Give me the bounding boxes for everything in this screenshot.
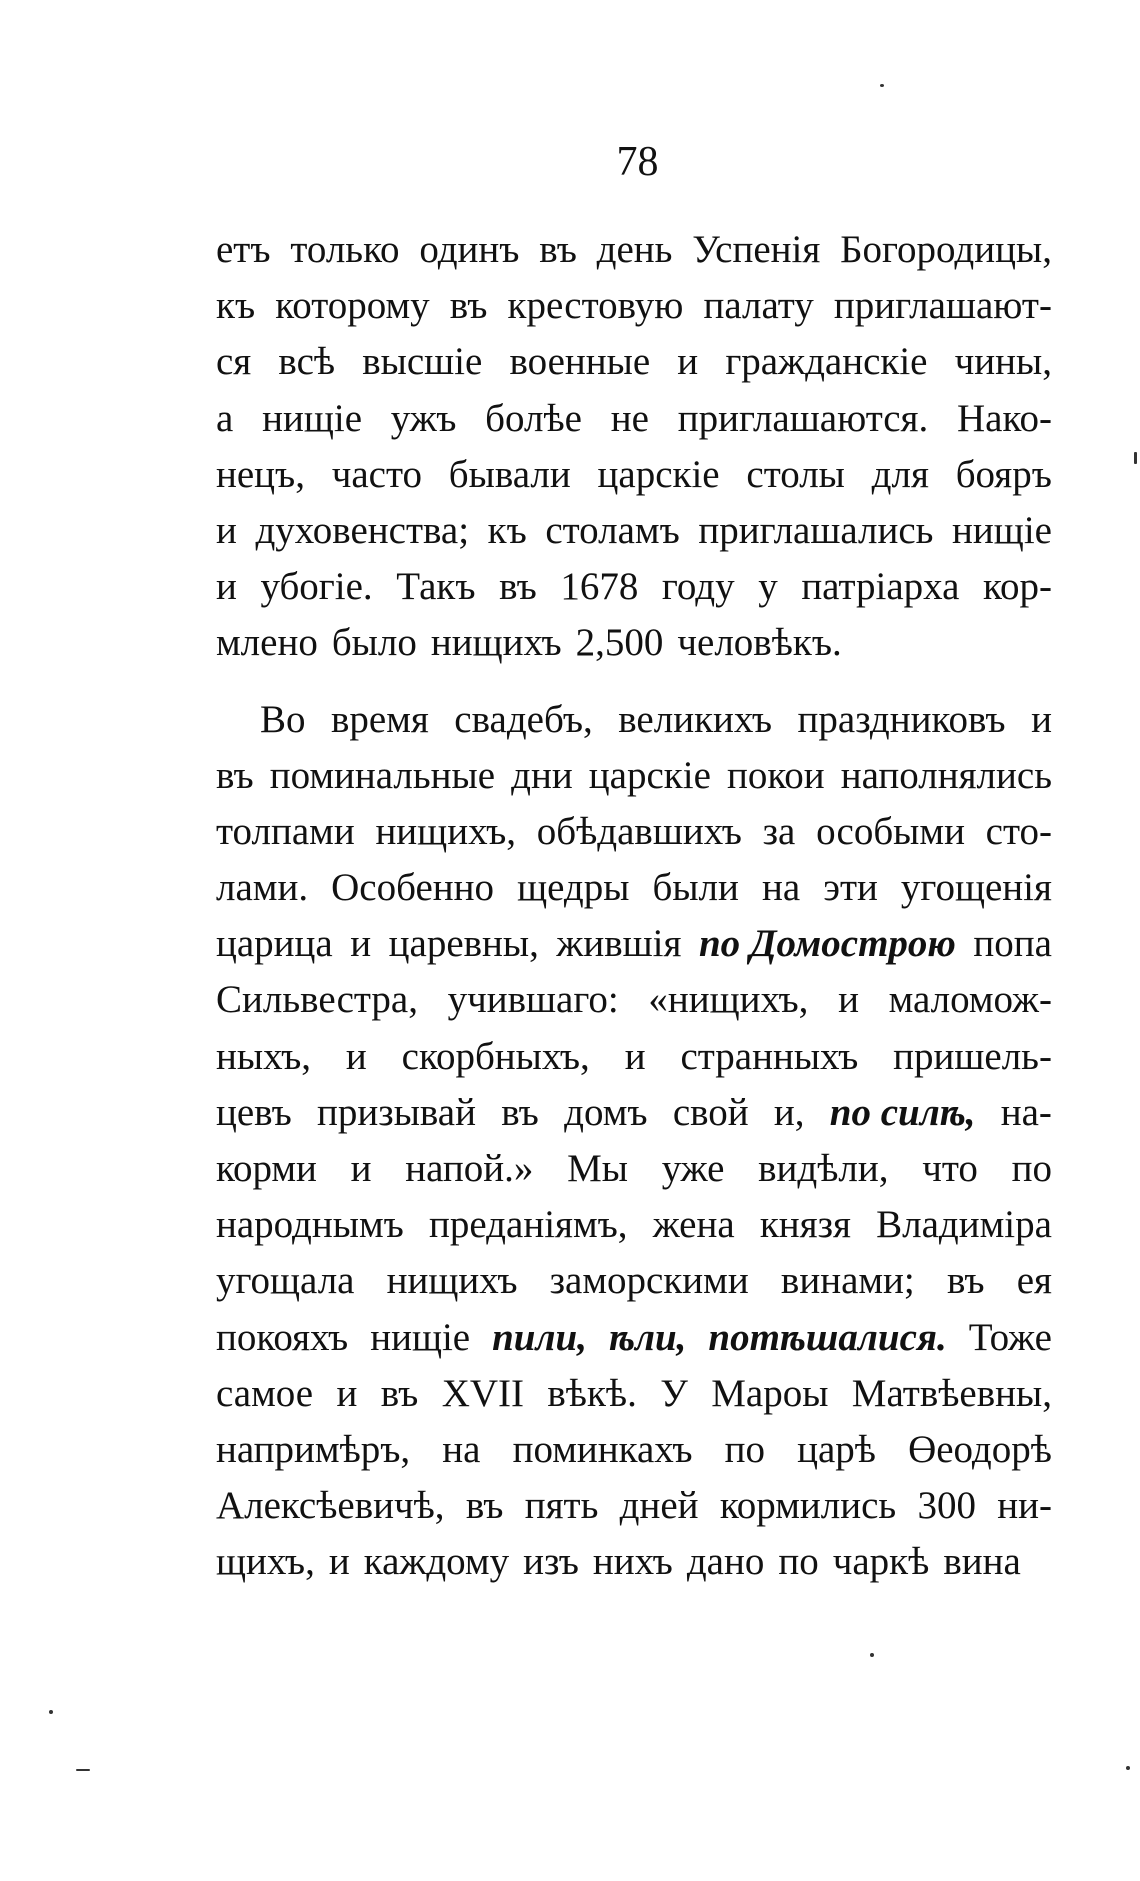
- word: вѣкѣ.: [547, 1371, 637, 1415]
- word: призывай: [317, 1090, 476, 1134]
- word: свой: [672, 1090, 749, 1134]
- text-line: [216, 860, 1052, 916]
- word: царѣ: [797, 1427, 876, 1471]
- word: и: [216, 508, 237, 552]
- word: за: [762, 809, 796, 853]
- word: дней: [619, 1484, 699, 1528]
- word: чины,: [954, 340, 1052, 384]
- word: нищіе: [370, 1315, 471, 1359]
- word: лами.: [216, 866, 309, 910]
- word: видѣли,: [758, 1147, 889, 1190]
- word: и: [350, 1147, 372, 1190]
- word: ея: [1016, 1259, 1052, 1303]
- text-line: [216, 1534, 1052, 1590]
- word: были: [652, 866, 739, 910]
- word: на: [761, 866, 801, 910]
- word: 2,500: [575, 621, 664, 665]
- word: Богородицы,: [840, 228, 1052, 271]
- body-text: [216, 222, 1052, 1591]
- page-number: 78: [616, 139, 659, 185]
- text-line: [216, 447, 1052, 503]
- word: на-: [1000, 1090, 1052, 1134]
- word: кормились: [719, 1484, 897, 1528]
- word: патріарха: [801, 565, 960, 609]
- word: поминальные: [269, 753, 496, 797]
- word: и: [677, 340, 699, 384]
- word: особыми: [816, 809, 965, 853]
- paper-speck: [870, 1653, 874, 1657]
- word: Матвѣевны,: [851, 1371, 1052, 1415]
- word: ужъ: [390, 396, 457, 440]
- word: домъ: [564, 1090, 648, 1134]
- word: дано: [686, 1540, 765, 1584]
- word: что: [922, 1147, 978, 1190]
- word: Во: [260, 697, 306, 741]
- word: самое: [216, 1371, 314, 1415]
- word: ныхъ,: [216, 1034, 312, 1078]
- word: всѣ: [278, 340, 336, 384]
- text-line: [216, 1197, 1052, 1253]
- word: пять: [524, 1484, 599, 1528]
- word: Мароы: [711, 1371, 829, 1415]
- word: въ: [465, 1484, 504, 1528]
- paper-speck: [76, 1769, 90, 1771]
- word: въ: [449, 284, 488, 328]
- italic-word: ѣли,: [608, 1315, 687, 1359]
- paper-speck: [49, 1710, 53, 1714]
- word: день: [596, 228, 673, 271]
- word: учившаго:: [447, 978, 619, 1022]
- word: попа: [973, 922, 1052, 966]
- word: корми: [216, 1147, 317, 1190]
- word: великихъ: [618, 697, 773, 741]
- word: столамъ: [545, 508, 680, 552]
- word: вина: [943, 1540, 1021, 1584]
- word: етъ: [216, 228, 271, 271]
- word: и: [624, 1034, 646, 1078]
- word: въ: [539, 228, 577, 271]
- word: обѣдавшихъ: [536, 809, 742, 853]
- word: «нищихъ,: [648, 978, 809, 1022]
- word: высшіе: [362, 340, 483, 384]
- word: щихъ,: [216, 1540, 315, 1584]
- paper-speck: [1126, 1766, 1130, 1770]
- word: праздниковъ: [797, 697, 1006, 741]
- word: угощала: [216, 1259, 355, 1303]
- word: Алексѣевичѣ,: [216, 1484, 445, 1528]
- word: въ: [216, 753, 254, 797]
- word: духовенства;: [255, 508, 470, 552]
- word: въ: [946, 1259, 985, 1303]
- word: млено: [216, 621, 318, 665]
- word: нищіе: [262, 396, 363, 440]
- word: поминкахъ: [512, 1427, 693, 1471]
- word: толпами: [216, 809, 355, 853]
- paragraph-gap: [216, 672, 1052, 692]
- word: время: [330, 697, 429, 741]
- word: XVII: [441, 1371, 524, 1415]
- word: щедры: [517, 866, 630, 910]
- word: у: [758, 565, 778, 609]
- word: приглашают-: [833, 284, 1052, 328]
- text-line: [216, 615, 1052, 671]
- word: для: [871, 452, 929, 496]
- word: и: [1031, 697, 1052, 741]
- word: и,: [773, 1090, 805, 1134]
- word: Өеодорѣ: [908, 1427, 1052, 1471]
- word: свадебъ,: [454, 697, 593, 741]
- word: въ: [380, 1371, 419, 1415]
- word: нищихъ: [430, 621, 562, 665]
- word: Особенно: [331, 866, 494, 910]
- word: къ: [216, 284, 256, 328]
- word: напой.»: [405, 1147, 534, 1190]
- word: заморскими: [549, 1259, 749, 1303]
- word: маломож-: [888, 978, 1052, 1022]
- word: Успенія: [692, 228, 821, 271]
- text-line: [216, 1366, 1052, 1422]
- word: нихъ: [592, 1540, 673, 1584]
- word: изъ: [523, 1540, 579, 1584]
- word: царевны,: [388, 922, 539, 966]
- word: по: [724, 1427, 765, 1471]
- text-line: [216, 1422, 1052, 1478]
- word: приглашались: [698, 508, 934, 552]
- word: 300: [917, 1484, 976, 1528]
- word: покояхъ: [216, 1315, 349, 1359]
- word: Владиміра: [876, 1203, 1052, 1247]
- word: У: [660, 1371, 688, 1415]
- word: гражданскіе: [725, 340, 928, 384]
- word: кор-: [983, 565, 1052, 609]
- word: нищіе: [952, 508, 1052, 552]
- word: угощенія: [900, 866, 1052, 910]
- word: напримѣръ,: [216, 1427, 411, 1471]
- word: ся: [216, 340, 252, 384]
- text-line: [216, 692, 1052, 748]
- text-line: [216, 1253, 1052, 1309]
- word: и: [345, 1034, 367, 1078]
- text-line: [216, 503, 1052, 559]
- word: и: [216, 565, 237, 609]
- word: ни-: [997, 1484, 1052, 1528]
- word: цевъ: [216, 1090, 292, 1134]
- word: уже: [661, 1147, 725, 1190]
- word: чаркѣ: [832, 1540, 930, 1584]
- word: каждому: [363, 1540, 510, 1584]
- text-line: [216, 1085, 1052, 1141]
- word: скорбныхъ,: [401, 1034, 590, 1078]
- text-line: [216, 972, 1052, 1028]
- italic-word: по Домострою: [698, 922, 956, 966]
- word: человѣкъ.: [677, 621, 842, 665]
- word: Тоже: [968, 1315, 1052, 1359]
- word: году: [661, 565, 735, 609]
- text-line: [216, 391, 1052, 447]
- word: въ: [499, 565, 537, 609]
- italic-word: по силѣ,: [829, 1090, 976, 1134]
- text-line: [216, 916, 1052, 972]
- word: покои: [726, 753, 825, 797]
- word: одинъ: [419, 228, 520, 271]
- word: нецъ,: [216, 452, 305, 496]
- word: жена: [652, 1203, 735, 1247]
- word: не: [610, 396, 649, 440]
- word: жившія: [556, 922, 682, 966]
- word: 1678: [560, 565, 639, 609]
- word: по: [778, 1540, 819, 1584]
- text-line: [216, 1029, 1052, 1085]
- word: бывали: [448, 452, 571, 496]
- word: царскіе: [588, 753, 711, 797]
- word: бояръ: [955, 452, 1052, 496]
- text-line: [216, 1141, 1052, 1197]
- word: царица: [216, 922, 333, 966]
- word: князя: [759, 1203, 851, 1247]
- word: которому: [275, 284, 430, 328]
- word: нищихъ,: [375, 809, 517, 853]
- word: пришель-: [893, 1034, 1052, 1078]
- paper-speck: [1134, 452, 1137, 464]
- word: и: [328, 1540, 350, 1584]
- text-line: [216, 1478, 1052, 1534]
- text-line: [216, 278, 1052, 334]
- word: странныхъ: [680, 1034, 859, 1078]
- word: къ: [487, 508, 527, 552]
- word: на: [442, 1427, 481, 1471]
- text-line: [216, 1310, 1052, 1366]
- text-line: [216, 748, 1052, 804]
- word: винами;: [780, 1259, 915, 1303]
- word: только: [290, 228, 400, 271]
- word: эти: [823, 866, 878, 910]
- word: приглашаются.: [677, 396, 929, 440]
- word: преданіямъ,: [429, 1203, 628, 1247]
- text-line: [216, 559, 1052, 615]
- text-line: [216, 222, 1052, 278]
- word: по: [1011, 1147, 1052, 1190]
- word: а: [216, 396, 234, 440]
- word: было: [331, 621, 417, 665]
- word: убогіе.: [260, 565, 373, 609]
- paper-speck: [880, 84, 884, 87]
- word: Мы: [567, 1147, 628, 1190]
- word: крестовую: [507, 284, 684, 328]
- text-line: [216, 804, 1052, 860]
- text-line: [216, 334, 1052, 390]
- italic-word: потѣшалися.: [708, 1315, 947, 1359]
- word: народнымъ: [216, 1203, 404, 1247]
- word: царскіе: [597, 452, 720, 496]
- word: нищихъ: [386, 1259, 518, 1303]
- word: и: [838, 978, 859, 1022]
- word: наполнялись: [840, 753, 1052, 797]
- word: дни: [511, 753, 573, 797]
- word: болѣе: [485, 396, 582, 440]
- word: и: [350, 922, 372, 966]
- word: столы: [746, 452, 845, 496]
- italic-word: пили,: [492, 1315, 587, 1359]
- word: и: [336, 1371, 358, 1415]
- word: часто: [331, 452, 423, 496]
- word: военные: [509, 340, 651, 384]
- word: въ: [501, 1090, 539, 1134]
- word: Нако-: [957, 396, 1052, 440]
- word: Такъ: [396, 565, 476, 609]
- word: сто-: [985, 809, 1052, 853]
- word: палату: [703, 284, 814, 328]
- word: Сильвестра,: [216, 978, 418, 1022]
